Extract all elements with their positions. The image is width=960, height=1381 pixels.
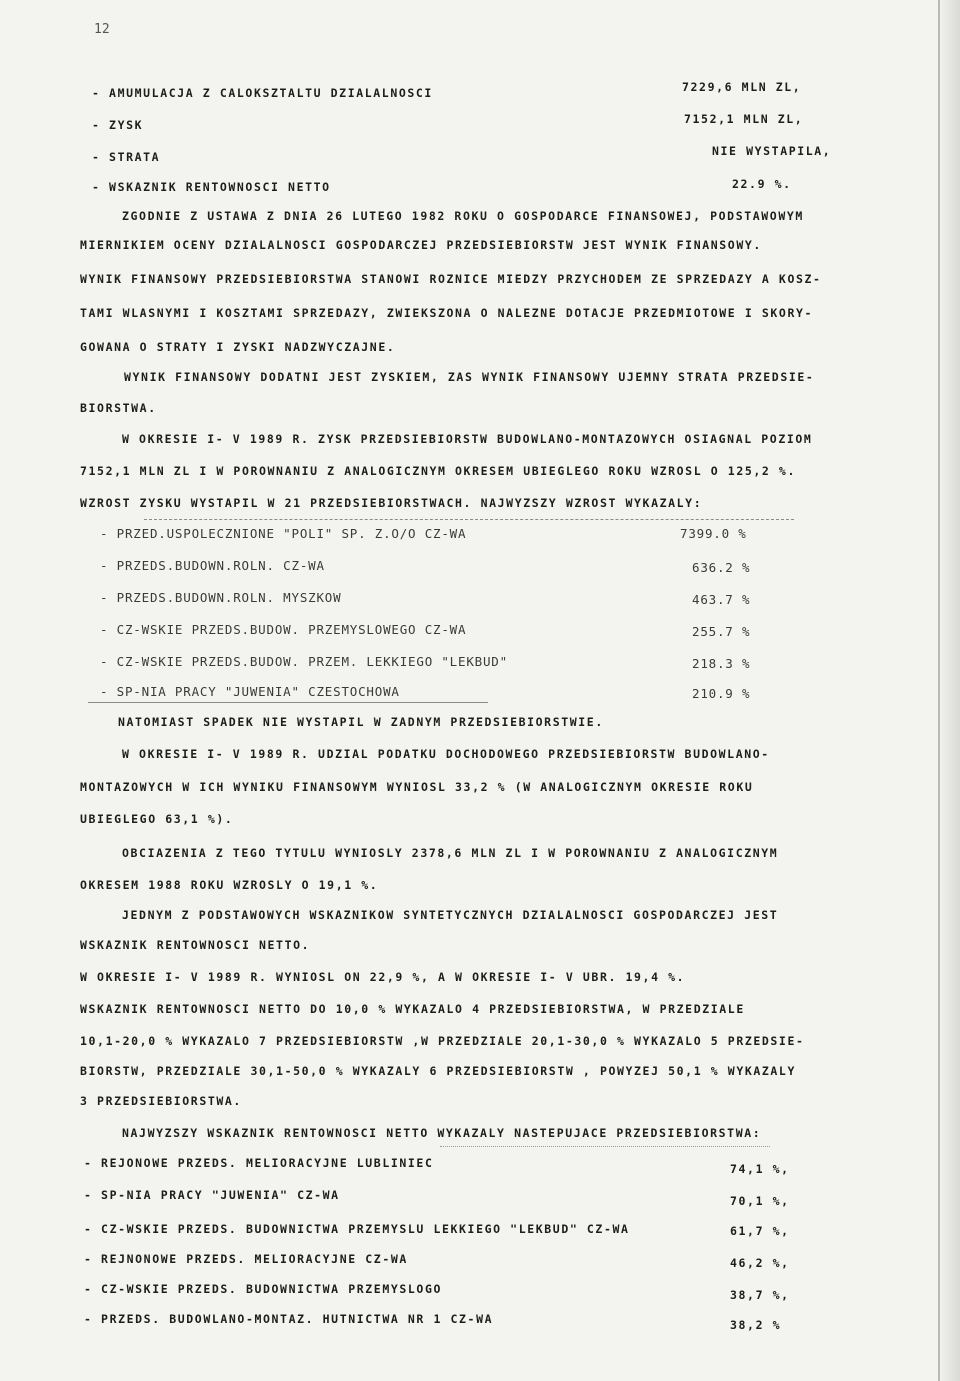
page-number: 12 [94, 22, 110, 37]
growth-row-value: 255.7 % [692, 624, 751, 639]
summary-value: NIE WYSTAPILA, [712, 144, 832, 158]
paragraph-line: 7152,1 MLN ZL I W POROWNANIU Z ANALOGICZNYM OKRESEM UBIEGLEGO ROKU WZROSL O 125,2 %. [80, 464, 796, 478]
paragraph-line: 10,1-20,0 % WYKAZALO 7 PRZEDSIEBIORSTW ,W PRZEDZIALE 20,1-30,0 % WYKAZALO 5 PRZEDSIE- [80, 1034, 805, 1048]
profit-row-value: 70,1 %, [730, 1194, 790, 1208]
profit-row-value: 61,7 %, [730, 1224, 790, 1238]
paragraph-line: W OKRESIE I- V 1989 R. UDZIAL PODATKU DOCHODOWEGO PRZEDSIEBIORSTW BUDOWLANO- [122, 747, 770, 761]
paragraph-line: BIORSTW, PRZEDZIALE 30,1-50,0 % WYKAZALY 6 PRZEDSIEBIORSTW , POWYZEJ 50,1 % WYKAZALY [80, 1064, 796, 1078]
paragraph-line: WSKAZNIK RENTOWNOSCI NETTO. [80, 938, 311, 952]
profit-row-name: - REJONOWE PRZEDS. MELIORACYJNE LUBLINIEC [84, 1156, 434, 1170]
profit-row-value: 46,2 %, [730, 1256, 790, 1270]
growth-row-value: 218.3 % [692, 656, 751, 671]
profit-row-name: - CZ-WSKIE PRZEDS. BUDOWNICTWA PRZEMYSLOGO [84, 1282, 442, 1296]
profit-row-value: 38,2 % [730, 1318, 782, 1332]
paragraph-line: W OKRESIE I- V 1989 R. ZYSK PRZEDSIEBIORSTW BUDOWLANO-MONTAZOWYCH OSIAGNAL POZIOM [122, 432, 813, 446]
paragraph-line: OBCIAZENIA Z TEGO TYTULU WYNIOSLY 2378,6 MLN ZL I W POROWNANIU Z ANALOGICZNYM [122, 846, 779, 860]
profit-row-value: 38,7 %, [730, 1288, 790, 1302]
summary-label: - ZYSK [92, 118, 144, 132]
paragraph-line: GOWANA O STRATY I ZYSKI NADZWYCZAJNE. [80, 340, 396, 354]
growth-row-name: - CZ-WSKIE PRZEDS.BUDOW. PRZEMYSLOWEGO CZ-WA [100, 622, 467, 637]
summary-value: 22.9 %. [732, 177, 792, 191]
paragraph-line: 3 PRZEDSIEBIORSTWA. [80, 1094, 242, 1108]
profit-row-value: 74,1 %, [730, 1162, 790, 1176]
growth-row-name: - PRZEDS.BUDOWN.ROLN. CZ-WA [100, 558, 325, 573]
summary-value: 7229,6 MLN ZL, [682, 80, 802, 94]
growth-row-name: - SP-NIA PRACY "JUWENIA" CZESTOCHOWA [100, 684, 400, 699]
profit-row-name: - REJNONOWE PRZEDS. MELIORACYJNE CZ-WA [84, 1252, 408, 1266]
summary-value: 7152,1 MLN ZL, [684, 112, 804, 126]
growth-row-value: 7399.0 % [680, 526, 747, 541]
growth-row-name: - CZ-WSKIE PRZEDS.BUDOW. PRZEM. LEKKIEGO "LEKBUD" [100, 654, 508, 669]
paragraph-line: WYNIK FINANSOWY PRZEDSIEBIORSTWA STANOWI ROZNICE MIEDZY PRZYCHODEM ZE SPRZEDAZY A KOSZ- [80, 272, 822, 286]
paragraph-line: TAMI WLASNYMI I KOSZTAMI SPRZEDAZY, ZWIEKSZONA O NALEZNE DOTACJE PRZEDMIOTOWE I SKORY- [80, 306, 814, 320]
paragraph-line: UBIEGLEGO 63,1 %). [80, 812, 234, 826]
paragraph-line: WZROST ZYSKU WYSTAPIL W 21 PRZEDSIEBIORSTWACH. NAJWYZSZY WZROST WYKAZALY: [80, 496, 703, 510]
growth-row-name: - PRZED.USPOLECZNIONE "POLI" SP. Z.O/O CZ-WA [100, 526, 467, 541]
paragraph-line: W OKRESIE I- V 1989 R. WYNIOSL ON 22,9 %, A W OKRESIE I- V UBR. 19,4 %. [80, 970, 686, 984]
paragraph-line: NATOMIAST SPADEK NIE WYSTAPIL W ZADNYM PRZEDSIEBIORSTWIE. [118, 715, 604, 729]
growth-row-value: 636.2 % [692, 560, 751, 575]
paragraph-line: ZGODNIE Z USTAWA Z DNIA 26 LUTEGO 1982 ROKU O GOSPODARCE FINANSOWEJ, PODSTAWOWYM [122, 209, 804, 223]
profit-row-name: - CZ-WSKIE PRZEDS. BUDOWNICTWA PRZEMYSLU LEKKIEGO "LEKBUD" CZ-WA [84, 1222, 630, 1236]
profit-row-name: - PRZEDS. BUDOWLANO-MONTAZ. HUTNICTWA NR 1 CZ-WA [84, 1312, 494, 1326]
paragraph-line: WYNIK FINANSOWY DODATNI JEST ZYSKIEM, ZAS WYNIK FINANSOWY UJEMNY STRATA PRZEDSIE- [124, 370, 815, 384]
growth-row-value: 463.7 % [692, 592, 751, 607]
underline-rule [88, 702, 488, 703]
growth-row-name: - PRZEDS.BUDOWN.ROLN. MYSZKOW [100, 590, 342, 605]
profit-row-name: - SP-NIA PRACY "JUWENIA" CZ-WA [84, 1188, 340, 1202]
summary-label: - WSKAZNIK RENTOWNOSCI NETTO [92, 180, 331, 194]
paragraph-line: JEDNYM Z PODSTAWOWYCH WSKAZNIKOW SYNTETYCZNYCH DZIALALNOSCI GOSPODARCZEJ JEST [122, 908, 779, 922]
paragraph-line: MONTAZOWYCH W ICH WYNIKU FINANSOWYM WYNIOSL 33,2 % (W ANALOGICZNYM OKRESIE ROKU [80, 780, 754, 794]
paragraph-line: OKRESEM 1988 ROKU WZROSLY O 19,1 %. [80, 878, 379, 892]
paragraph-line: NAJWYZSZY WSKAZNIK RENTOWNOSCI NETTO WYKAZALY NASTEPUJACE PRZEDSIEBIORSTWA: [122, 1126, 762, 1140]
page-edge-shadow [938, 0, 960, 1381]
dashed-rule [144, 519, 794, 520]
paragraph-line: MIERNIKIEM OCENY DZIALALNOSCI GOSPODARCZEJ PRZEDSIEBIORSTW JEST WYNIK FINANSOWY. [80, 238, 762, 252]
summary-label: - AMUMULACJA Z CALOKSZTALTU DZIALALNOSCI [92, 86, 433, 100]
paragraph-line: WSKAZNIK RENTOWNOSCI NETTO DO 10,0 % WYKAZALO 4 PRZEDSIEBIORSTWA, W PRZEDZIALE [80, 1002, 745, 1016]
summary-label: - STRATA [92, 150, 161, 164]
paragraph-line: BIORSTWA. [80, 401, 157, 415]
dotted-rule [440, 1146, 770, 1147]
page-edge-line [938, 0, 940, 1381]
growth-row-value: 210.9 % [692, 686, 751, 701]
